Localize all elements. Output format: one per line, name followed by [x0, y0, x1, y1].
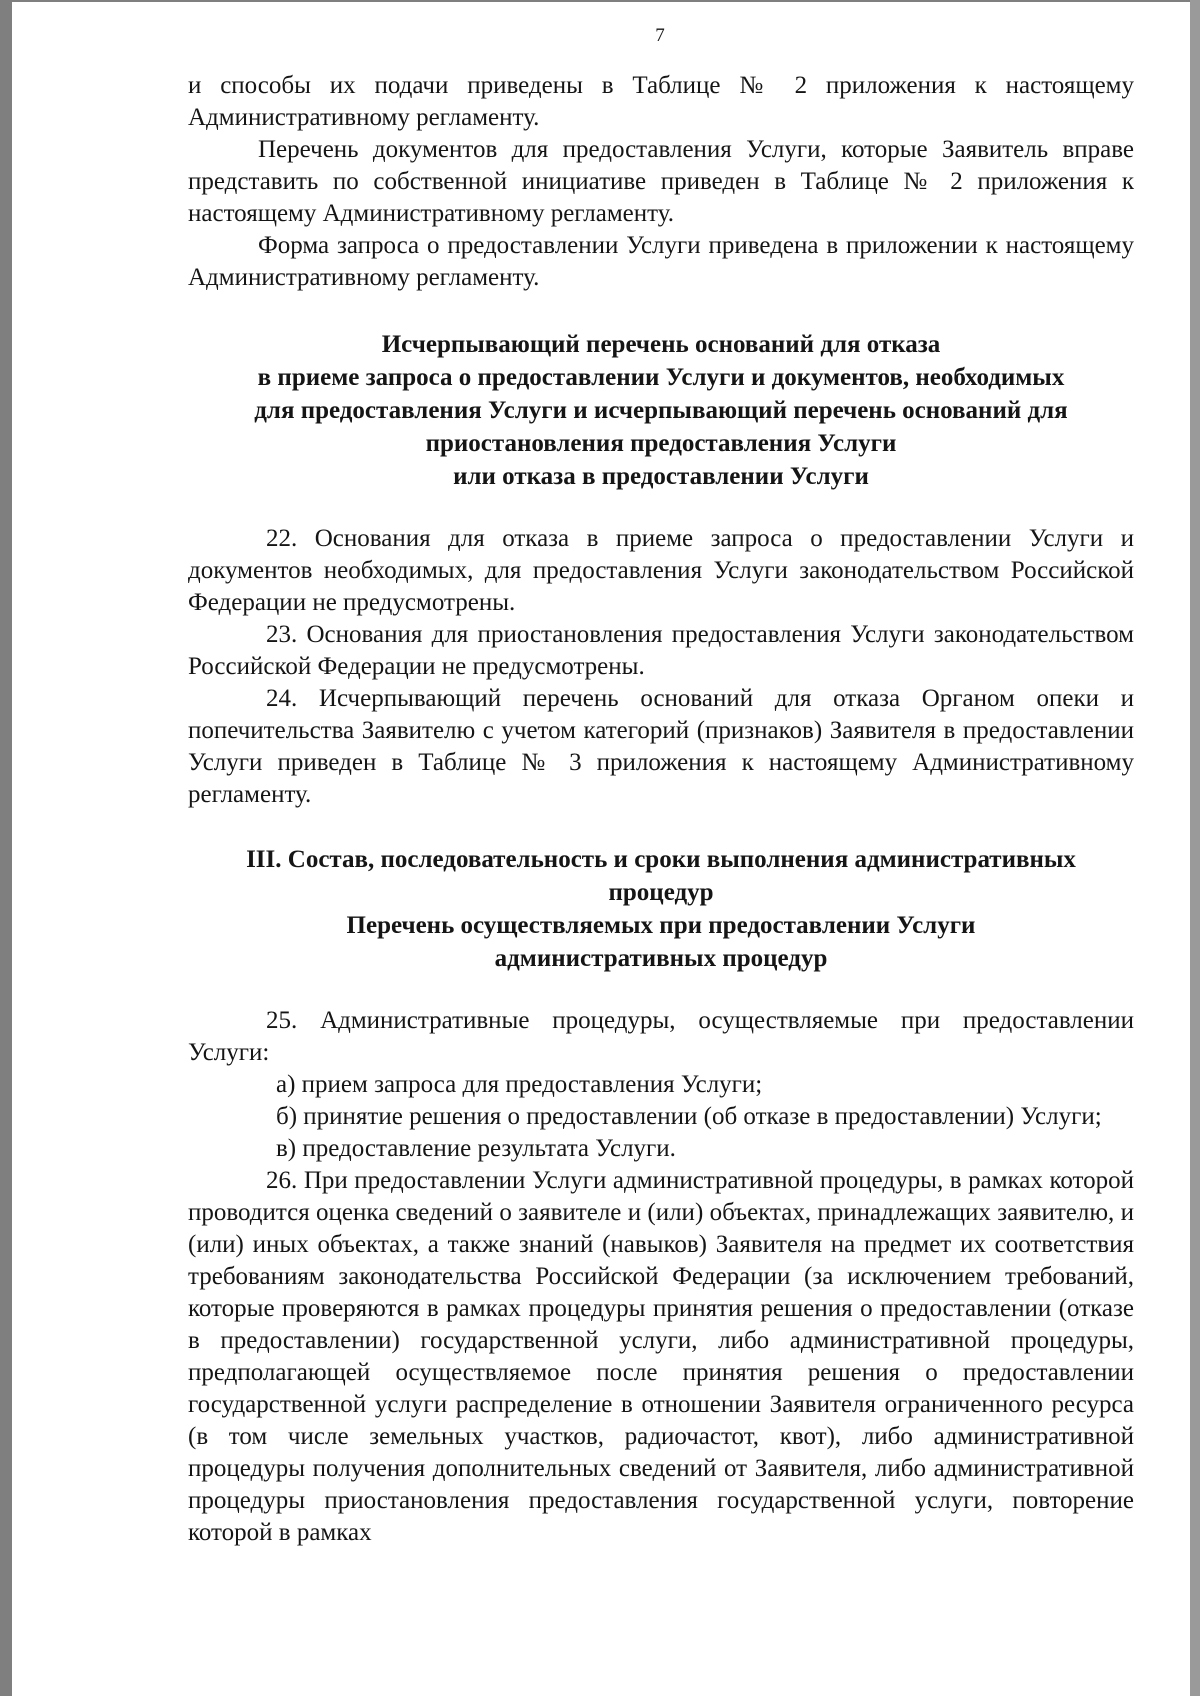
scan-edge — [1190, 0, 1200, 1696]
page-number: 7 — [655, 25, 665, 46]
heading-line: процедур — [608, 879, 714, 906]
procedure-item-a: а) прием запроса для предоставления Услуги; — [276, 1071, 763, 1098]
paragraph-24: 24. Исчерпывающий перечень оснований для отказа Органом опеки и попечительства Заявителю с учетом категорий (признаков) Заявителя в предоставлении Услуги приведен в Таблице № 3 приложения к настоящему Административному регламенту. — [188, 685, 1134, 808]
procedure-item-b: б) принятие решения о предоставлении (об отказе в предоставлении) Услуги; — [276, 1103, 1102, 1130]
procedure-item-c: в) предоставление результата Услуги. — [276, 1135, 676, 1162]
paragraph-26: 26. При предоставлении Услуги административной процедуры, в рамках которой проводится оценка сведений о заявителе и (или) объектах, принадлежащих заявителю, и (или) иных объектах, а также знаний (навыков) Заявителя на предмет их соответствия требованиям законодательства Российской Федерации (за исключением требований, которые проверяются в рамках процедуры принятия решения о предоставлении (отказе в предоставлении) государственной услуги, либо административной процедуры, предполагающей осуществляемое после принятия решения о предоставлении государственной услуги распределение в отношении Заявителя ограниченного ресурса (в том числе земельных участков, радиочастот, квот), либо административной процедуры получения дополнительных сведений от Заявителя, либо административной процедуры приостановления предоставления государственной услуги, повторение которой в рамках — [188, 1167, 1134, 1546]
heading-line: для предоставления Услуги и исчерпывающий перечень оснований для — [254, 397, 1068, 424]
intro-paragraph-2: Перечень документов для предоставления Услуги, которые Заявитель вправе представить по собственной инициативе приведен в Таблице № 2 приложения к настоящему Административному регламенту. — [188, 136, 1134, 227]
heading-line: или отказа в предоставлении Услуги — [453, 463, 869, 490]
intro-paragraph-1: и способы их подачи приведены в Таблице № 2 приложения к настоящему Административному регламенту. — [188, 72, 1134, 131]
paragraph-23: 23. Основания для приостановления предоставления Услуги законодательством Российской Федерации не предусмотрены. — [188, 621, 1134, 680]
paragraph-25: 25. Административные процедуры, осуществляемые при предоставлении Услуги: — [188, 1007, 1134, 1066]
section-heading-refusal-grounds — [188, 328, 1134, 493]
heading-line: приостановления предоставления Услуги — [425, 430, 897, 457]
intro-paragraph-3: Форма запроса о предоставлении Услуги приведена в приложении к настоящему Административному регламенту. — [188, 232, 1134, 291]
heading-line: Исчерпывающий перечень оснований для отказа — [381, 331, 941, 358]
section-heading-procedures — [188, 843, 1134, 975]
paragraph-22: 22. Основания для отказа в приеме запроса о предоставлении Услуги и документов необходимых, для предоставления Услуги законодательством Российской Федерации не предусмотрены. — [188, 525, 1134, 616]
heading-line: Перечень осуществляемых при предоставлении Услуги — [346, 912, 976, 939]
heading-line: административных процедур — [494, 945, 828, 972]
heading-line: в приеме запроса о предоставлении Услуги и документов, необходимых — [257, 364, 1065, 391]
heading-line: III. Состав, последовательность и сроки выполнения административных — [246, 846, 1076, 873]
document-body — [188, 70, 1134, 1549]
